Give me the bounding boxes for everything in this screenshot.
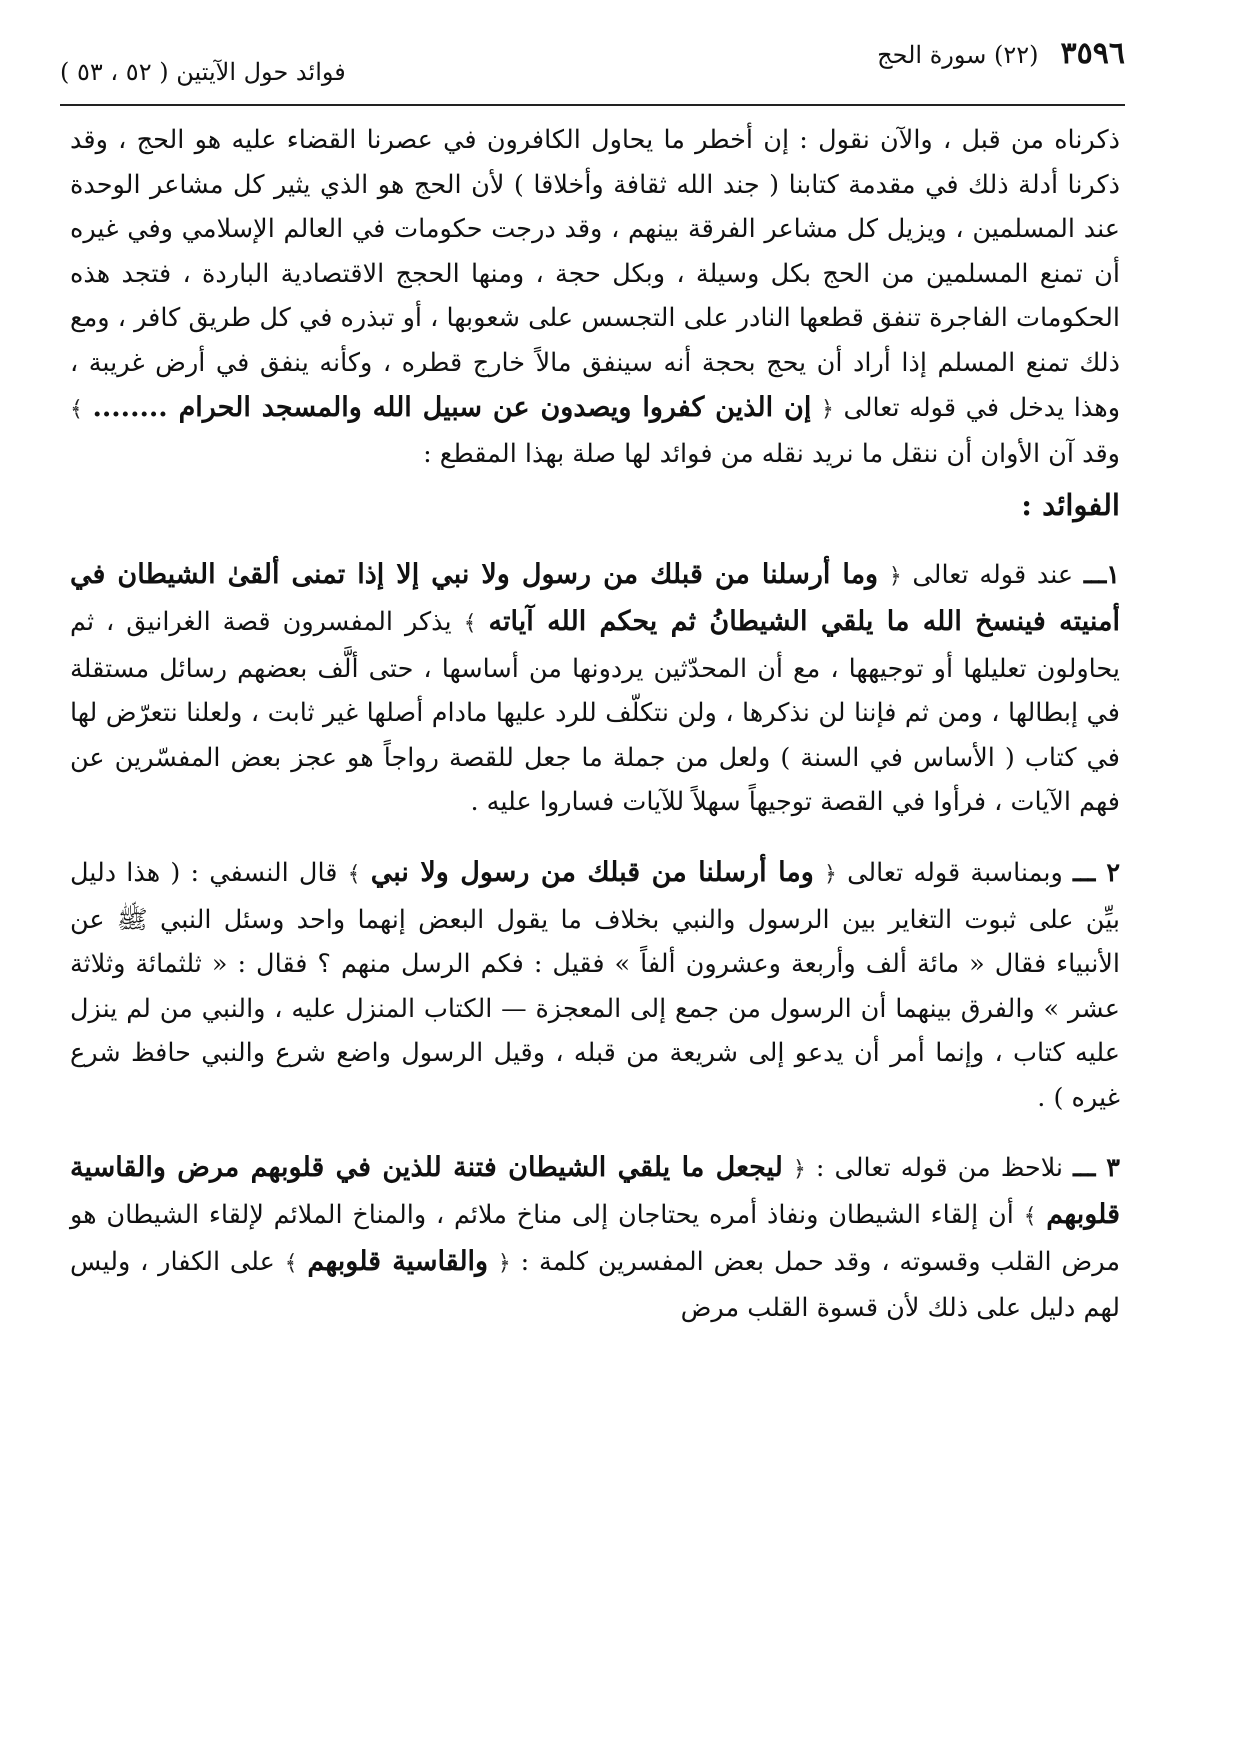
item-text: أن إلقاء الشيطان ونفاذ أمره يحتاجان إلى مناخ ملائم ، والمناخ الملائم لإلقاء الشيطان هو مرض القلب وقسوته ، وقد حمل بعض المفسرين كلمة : [70,1200,1120,1277]
ornate-bracket-close-icon: ﴾ [70,396,83,422]
header-right [877,36,1125,71]
ornate-bracket-close-icon: ﴾ [463,610,477,636]
quran-verse: إن الذين كفروا ويصدون عن سبيل الله والمسجد الحرام ........ [92,391,812,423]
quran-verse: وما أرسلنا من قبلك من رسول ولا نبي إلا إذا تمنى ألقىٰ الشيطان في أمنيته فينسخ الله ما يلقي الشيطانُ ثم يحكم الله آياته [70,559,1121,637]
ornate-bracket-close-icon: ﴾ [347,861,361,887]
section-heading: الفوائد : [1021,487,1120,522]
ornate-bracket-open-icon: ﴿ [820,396,834,422]
item-lead: وبمناسبة قوله تعالى [847,857,1063,888]
ornate-bracket-open-icon: ﴿ [497,1250,511,1276]
item-text: قال النسفي : ( هذا دليل بيِّن على ثبوت التغاير بين الرسول والنبي بخلاف ما يقول البعض إنهما واحد وسئل النبي ﷺ عن الأنبياء فقال « مائة ألف وأربعة وعشرون ألفاً » فقيل : فكم الرسل منهم ؟ فقال : « ثلثمائة وثلاثة عشر » والفرق بينهما أن الرسول من جمع إلى المعجزة — الكتاب المنزل عليه ، والنبي من لم ينزل عليه كتاب ، وإنما أمر أن يدعو إلى شريعة من قبله ، وقيل الرسول واضع شرع والنبي حافظ شرع غيره ) . [70,857,1120,1113]
ornate-bracket-close-icon: ﴾ [284,1250,298,1276]
intro-text-continued: وقد آن الأوان أن ننقل ما نريد نقله من فوائد لها صلة بهذا المقطع : [423,439,1120,470]
surah-name: (٢٢) سورة الحج [877,41,1039,69]
ornate-bracket-open-icon: ﴿ [824,861,837,887]
page-body [70,118,1120,1331]
benefit-item-3 [70,1146,1120,1330]
item-lead: عند قوله تعالى [912,560,1074,591]
page-header [60,36,1125,98]
ornate-bracket-close-icon: ﴾ [1023,1204,1037,1230]
running-title: فوائد حول الآيتين ( ٥٢ ، ٥٣ ) [60,58,346,86]
benefit-item-1 [70,553,1120,825]
ornate-bracket-open-icon: ﴿ [888,564,902,590]
ornate-bracket-open-icon: ﴿ [792,1157,806,1183]
item-text-continued: على الكفار ، وليس لهم دليل على ذلك لأن قسوة القلب مرض [70,1246,1120,1324]
item-lead: نلاحظ من قوله تعالى : [815,1153,1064,1184]
benefit-item-2 [70,851,1120,1121]
item-number: ٢ ـــ [1072,857,1121,888]
item-number: ٣ ـــ [1073,1153,1120,1184]
intro-paragraph [70,118,1120,477]
item-number: ١ـــ [1083,560,1120,591]
quran-verse: ليجعل ما يلقي الشيطان فتنة للذين في قلوبهم مرض والقاسية قلوبهم [70,1152,1121,1231]
header-divider [60,104,1125,106]
quran-verse: وما أرسلنا من قبلك من رسول ولا نبي [370,856,814,888]
item-text: يذكر المفسرون قصة الغرانيق ، ثم يحاولون تعليلها أو توجيهها ، مع أن المحدّثين يردونها من أساسها ، حتى ألَّف بعضهم رسائل مستقلة في إبطالها ، ومن ثم فإننا لن نذكرها ، ولن نتكلّف للرد عليها مادام أصلها غير ثابت ، ولعلنا نتعرّض لها في كتاب ( الأساس في السنة ) ولعل من جملة ما جعل للقصة رواجاً هو عجز بعض المفسّرين عن فهم الآيات ، فرأوا في القصة توجيهاً سهلاً للآيات فساروا عليه . [70,606,1120,818]
quran-verse: والقاسية قلوبهم [307,1245,489,1277]
intro-text: ذكرناه من قبل ، والآن نقول : إن أخطر ما يحاول الكافرون في عصرنا القضاء عليه هو الحج ، وقد ذكرنا أدلة ذلك في مقدمة كتابنا ( جند الله ثقافة وأخلاقا ) لأن الحج هو الذي يثير كل مشاعر الوحدة عند المسلمين ، ويزيل كل مشاعر الفرقة بينهم ، وقد درجت حكومات في العالم الإسلامي وفي غيره أن تمنع المسلمين من الحج بكل وسيلة ، وبكل حجة ، ومنها الحجج الاقتصادية الباردة ، فتجد هذه الحكومات الفاجرة تنفق قطعها النادر على التجسس على شعوبها ، أو تبذره في كل طريق كافر ، ومع ذلك تمنع المسلم إذا أراد أن يحج بحجة أنه سينفق مالاً خارج قطره ، وكأنه ينفق في أرض غريبة ، وهذا يدخل في قوله تعالى [70,125,1121,423]
page-number: ٣٥٩٦ [1060,36,1125,71]
